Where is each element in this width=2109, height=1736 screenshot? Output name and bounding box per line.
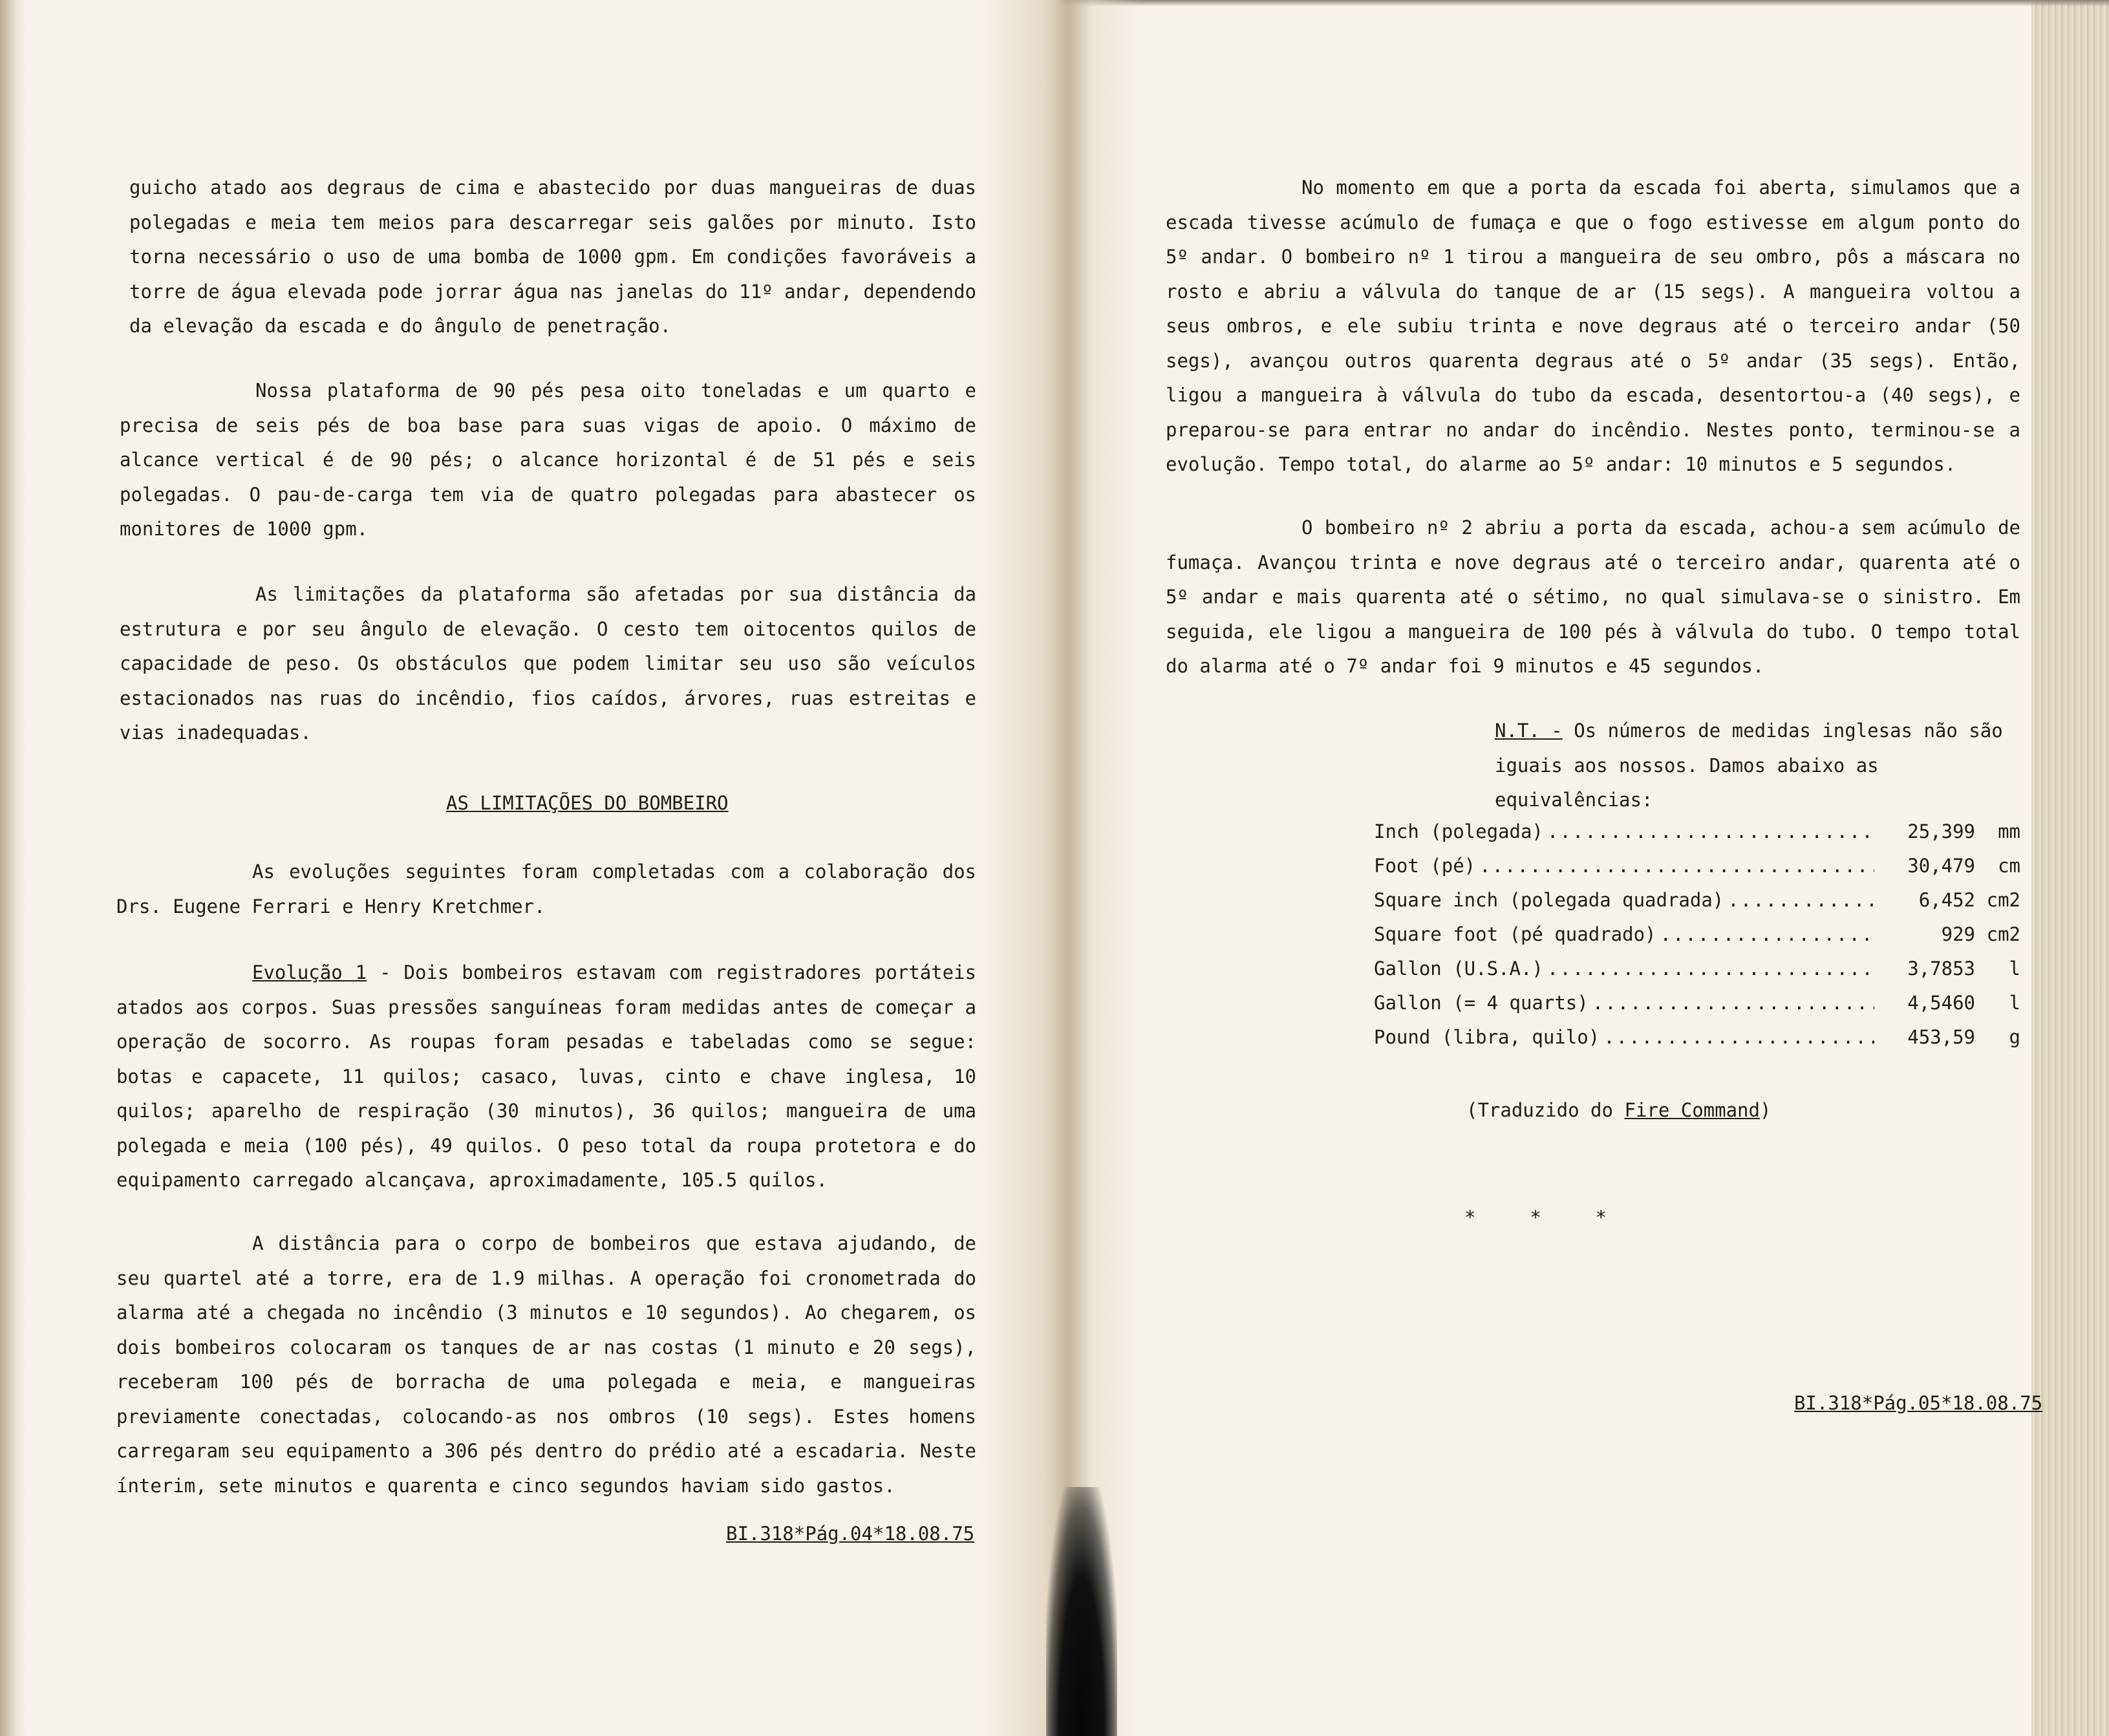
conversion-value: 4,5460 xyxy=(1907,992,1975,1014)
conversion-row xyxy=(1374,815,2020,849)
paragraph-3-text: As limitações da plataforma são afetadas por sua distância da estrutura e por seu ângulo de elevação. O cesto tem oitocentos quilos de capacidade de peso. Os obstáculos que podem limitar seu uso são veículos estacionados nas ruas do incêndio, fios caídos, árvores, ruas estreitas e vias inadequadas. xyxy=(120,583,976,744)
right-paragraph-2-text: O bombeiro nº 2 abriu a porta da escada, achou-a sem acúmulo de fumaça. Avançou trinta e nove degraus até o terceiro andar, quarenta até o 5º andar e mais quarenta até o sétimo, no qual simulava-se o sinistro. Em seguida, ele ligou a mangueira de 100 pés à válvula do tubo. O tempo total do alarma até o 7º andar foi 9 minutos e 45 segundos. xyxy=(1166,517,2020,677)
conversion-name: Gallon (= 4 quarts) xyxy=(1374,992,1589,1014)
conversion-name: Pound (libra, quilo) xyxy=(1374,1026,1600,1048)
paragraph-6-text: A distância para o corpo de bombeiros que estava ajudando, de seu quartel até a torre, era de 1.9 milhas. A operação foi cronometrada do alarma até a chegada no incêndio (3 minutos e 10 segundos). Ao chegarem, os dois bombeiros colocaram os tanques de ar nas costas (1 minuto e 20 segs), receberam 100 pés de borracha de uma polegada e meia, e mangueiras previamente conectadas, colocando-as nos ombros (10 segs). Estes homens carregaram seu equipamento a 306 pés dentro do prédio até a escadaria. Neste ínterim, sete minutos e quarenta e cinco segundos haviam sido gastos. xyxy=(116,1232,976,1497)
dot-leader xyxy=(1592,986,1874,1020)
section-heading: AS LIMITAÇÕES DO BOMBEIRO xyxy=(446,792,729,814)
paragraph-3 xyxy=(120,577,976,751)
paragraph-4 xyxy=(116,855,976,924)
conversion-value: 3,7853 xyxy=(1907,958,1975,980)
conversion-value: 6,452 xyxy=(1918,889,1975,911)
paragraph-2 xyxy=(120,374,976,547)
section-separator xyxy=(1464,1206,1607,1228)
dot-leader xyxy=(1728,883,1874,917)
evolution-label: Evolução 1 xyxy=(252,961,367,983)
credit-source: Fire Command xyxy=(1624,1099,1760,1121)
conversion-value: 929 xyxy=(1941,923,1975,945)
conversion-name: Square foot (pé quadrado) xyxy=(1374,923,1656,945)
separator-star: * xyxy=(1464,1206,1476,1228)
conversion-row xyxy=(1374,986,2020,1020)
credit-prefix: (Traduzido do xyxy=(1466,1099,1625,1121)
dot-leader xyxy=(1547,815,1874,849)
separator-star: * xyxy=(1530,1206,1541,1228)
conversion-value: 453,59 xyxy=(1907,1026,1975,1048)
paragraph-1 xyxy=(129,171,976,344)
translator-note-text: Os números de medidas inglesas não são iguais aos nossos. Damos abaixo as equivalências: xyxy=(1495,720,2003,811)
conversion-name: Foot (pé) xyxy=(1374,855,1476,877)
conversion-row xyxy=(1374,952,2020,986)
conversion-row xyxy=(1374,917,2020,952)
conversion-unit: cm xyxy=(1998,855,2020,877)
conversion-row xyxy=(1374,883,2020,917)
conversion-unit: l xyxy=(2009,958,2020,980)
dot-leader xyxy=(1603,1020,1874,1055)
conversion-row xyxy=(1374,1020,2020,1055)
conversion-name: Inch (polegada) xyxy=(1374,820,1543,842)
page-edge-right xyxy=(2031,0,2109,1736)
paragraph-2-text: Nossa plataforma de 90 pés pesa oito toneladas e um quarto e precisa de seis pés de boa base para suas vigas de apoio. O máximo de alcance vertical é de 90 pés; o alcance horizontal é de 51 pés e seis polegadas. O pau-de-carga tem via de quatro polegadas para abastecer os monitores de 1000 gpm. xyxy=(120,380,976,540)
page-folio-left: BI.318*Pág.04*18.08.75 xyxy=(726,1523,975,1545)
conversion-row xyxy=(1374,849,2020,883)
page-edge-left xyxy=(0,0,26,1736)
credit-suffix: ) xyxy=(1759,1099,1772,1121)
paragraph-5 xyxy=(116,956,976,1198)
conversion-value: 30,479 xyxy=(1907,855,1975,877)
conversion-unit: cm2 xyxy=(1986,923,2020,945)
translator-note-label: N.T. - xyxy=(1495,720,1563,742)
paragraph-5-text: - Dois bombeiros estavam com registradores portáteis atados aos corpos. Suas pressões sanguíneas foram medidas antes de começar a operação de socorro. As roupas foram pesadas e tabeladas como se segue: botas e capacete, 11 quilos; casaco, luvas, cinto e chave inglesa, 10 quilos; aparelho de respiração (30 minutos), 36 quilos; mangueira de uma polegada e meia (100 pés), 49 quilos. O peso total da roupa protetora e do equipamento carregado alcançava, aproximadamente, 105.5 quilos. xyxy=(116,961,976,1191)
separator-star: * xyxy=(1595,1206,1607,1228)
right-paragraph-2 xyxy=(1166,511,2020,684)
conversion-unit: g xyxy=(2009,1026,2020,1048)
conversion-unit: l xyxy=(2009,992,2020,1014)
translator-note xyxy=(1495,714,2031,818)
translation-credit xyxy=(1466,1099,1771,1121)
conversion-name: Square inch (polegada quadrada) xyxy=(1374,889,1724,911)
conversion-unit: mm xyxy=(1998,820,2020,842)
paragraph-6 xyxy=(116,1227,976,1503)
dot-leader xyxy=(1479,849,1874,883)
page-edge-top xyxy=(1060,0,2109,6)
conversion-unit: cm2 xyxy=(1986,889,2020,911)
page-folio-right: BI.318*Pág.05*18.08.75 xyxy=(1794,1392,2043,1414)
conversion-name: Gallon (U.S.A.) xyxy=(1374,958,1543,980)
paragraph-4-text: As evoluções seguintes foram completadas com a colaboração dos Drs. Eugene Ferrari e Henry Kretchmer. xyxy=(116,861,976,917)
conversion-value: 25,399 xyxy=(1907,820,1975,842)
right-paragraph-1 xyxy=(1166,171,2020,482)
right-paragraph-1-text: No momento em que a porta da escada foi aberta, simulamos que a escada tivesse acúmulo de fumaça e que o fogo estivesse em algum ponto do 5º andar. O bombeiro nº 1 tirou a mangueira de seu ombro, pôs a máscara no rosto e abriu a válvula do tanque de ar (15 segs). A mangueira voltou a seus ombros, e ele subiu trinta e nove degraus até o terceiro andar (50 segs), avançou outros quarenta degraus até o 5º andar (35 segs). Então, ligou a mangueira à válvula do tubo da escada, desentortou-a (40 segs), e preparou-se para entrar no andar do incêndio. Nestes ponto, terminou-se a evolução. Tempo total, do alarme ao 5º andar: 10 minutos e 5 segundos. xyxy=(1166,177,2020,475)
paragraph-1-text: guicho atado aos degraus de cima e abastecido por duas mangueiras de duas polegadas e meia tem meios para descarregar seis galões por minuto. Isto torna necessário o uso de uma bomba de 1000 gpm. Em condições favoráveis a torre de água elevada pode jorrar água nas janelas do 11º andar, dependendo da elevação da escada e do ângulo de penetração. xyxy=(129,177,976,337)
conversion-table xyxy=(1374,815,2020,1055)
dot-leader xyxy=(1660,917,1875,952)
dot-leader xyxy=(1547,952,1874,986)
